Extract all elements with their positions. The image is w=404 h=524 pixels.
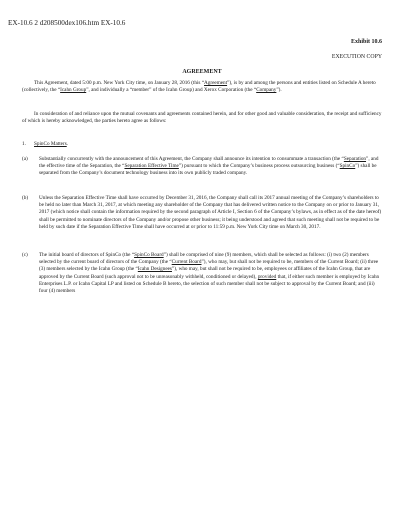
clause-label: (c) bbox=[22, 252, 28, 258]
defined-term-agreement: Agreement bbox=[204, 80, 228, 86]
section-number: 1. bbox=[22, 141, 26, 147]
defined-term-spinco: SpinCo bbox=[339, 163, 356, 170]
consideration-paragraph: In consideration of and reliance upon the mutual covenants and agreements contained herein, and for other good and valuable consideration, the receipt and sufficiency of which is hereby acknowledged, the parties hereto agree as follows: bbox=[22, 111, 382, 125]
section-heading: 1. SpinCo Matters. bbox=[22, 141, 69, 147]
clause-a bbox=[22, 156, 382, 178]
execution-copy-label: EXECUTION COPY bbox=[331, 54, 382, 60]
defined-term-company: Company bbox=[256, 87, 277, 94]
defined-term-spinco-board: SpinCo Board bbox=[134, 252, 164, 258]
defined-term-current-board: Current Board bbox=[171, 259, 202, 266]
clause-text: Unless the Separation Effective Time shall have occurred by December 31, 2016, the Company shall call its 2017 annual meeting of the Company’s shareholders to be held no later than March 31, 2017, at which meeting any shareholder of the Company that has delivered written notice to the Company on or prior to January 31, 2017 (which notice shall contain the information required by the second paragraph of Article I, Section 6 of the Company’s bylaws, as in effect as of the date hereof) shall be permitted to nominate directors of the Company and/or propose other business; it being understood and agreed that such meeting shall not be required to be held by such date if the Separation Effective Time shall have occurred at or prior to 11:59 p.m. New York City time on March 30, 2017. bbox=[39, 195, 382, 230]
term-provided: provided bbox=[257, 273, 277, 280]
defined-term-icahn-designees: Icahn Designees bbox=[137, 266, 172, 273]
clause-text: Substantially concurrently with the announcement of this Agreement, the Company shall announce its intention to consummate a transaction (the “Separation”, and the effective time of the Separation, the “Separation Effective Time”) pursuant to which the Company’s business process outsourcing business (“SpinCo”) shall be separated from the Company’s document technology business into its own publicly traded company. bbox=[39, 156, 379, 177]
clause-b bbox=[22, 195, 382, 231]
intro-paragraph: This Agreement, dated 5:00 p.m. New York City time, on January 28, 2016 (this “Agreement”), is by and among the persons and entities listed on Schedule A hereto (collectively, the “Icahn Group”, and individually a “member” of the Icahn Group) and Xerox Corporation (the “Company”). bbox=[22, 80, 376, 94]
defined-term-separation-effective-time: Separation Effective Time bbox=[124, 163, 179, 170]
file-header: EX-10.6 2 d208500dex106.htm EX-10.6 bbox=[8, 19, 126, 27]
document-title: AGREEMENT bbox=[182, 69, 222, 75]
defined-term-icahn-group: Icahn Group bbox=[60, 87, 87, 94]
exhibit-number: Exhibit 10.6 bbox=[350, 39, 382, 45]
clause-c bbox=[22, 252, 382, 295]
defined-term-separation: Separation bbox=[343, 156, 367, 162]
clause-text: The initial board of directors of SpinCo (the “SpinCo Board”) shall be comprised of nine (9) members, which shall be selected as follows: (i) two (2) members selected by the current board of directors of the Company (the “Current Board”), who may, but shall not be required to be, members of the Current Board; (ii) three (3) members selected by the Icahn Group (the “Icahn Designees”), who may, but shall not be required to be, employees or affiliates of the Icahn Group, that are approved by the Current Board (such approval not to be unreasonably withheld, conditioned or delayed), provided that, if either such member is employed by Icahn Enterprises L.P. or Icahn Capital LP and listed on Schedule B hereto, the selection of such member shall not be subject to approval by the Current Board; and (iii) four (4) members bbox=[39, 252, 380, 295]
clause-label: (a) bbox=[22, 156, 28, 162]
clause-label: (b) bbox=[22, 195, 29, 201]
section-title: SpinCo Matters bbox=[34, 141, 67, 147]
